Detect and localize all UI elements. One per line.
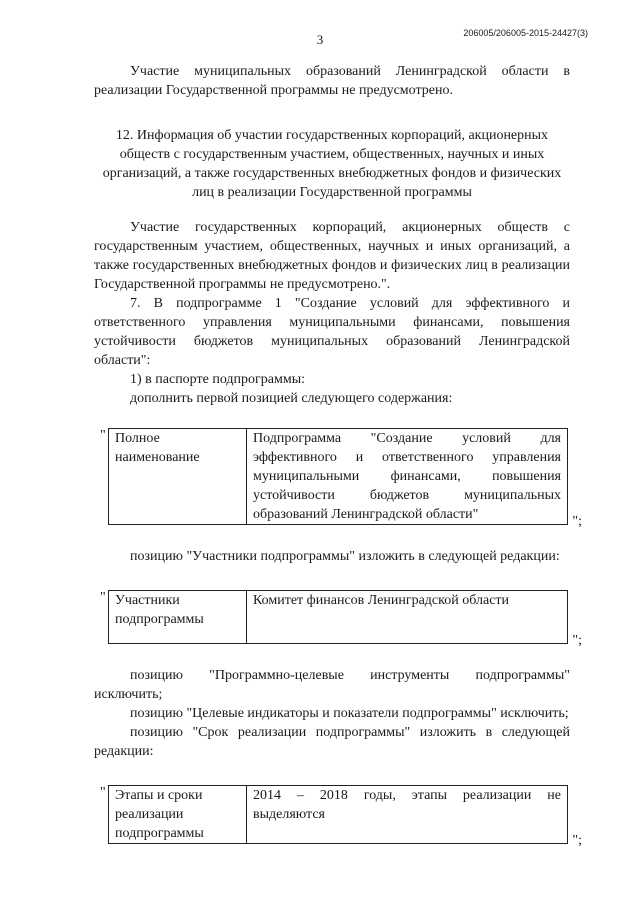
table-label-cell: Этапы и сроки реализации подпрограммы	[109, 786, 247, 844]
paragraph-add-position: дополнить первой позицией следующего содержания:	[130, 391, 453, 406]
paragraph-program-tools: позицию "Программно-целевые инструменты подпрограммы" исключить;	[94, 668, 570, 702]
table-value-cell: 2014 – 2018 годы, этапы реализации не выделяются	[247, 786, 568, 844]
table-row	[109, 591, 568, 644]
paragraph-corporations-participation: Участие государственных корпораций, акционерных обществ с государственным участием, общественных, научных и иных организаций, а также государственных внебюджетных фондов и физических лиц в реализации Государственной программы не предусмотрено.".	[94, 220, 570, 292]
document-id: 206005/206005-2015-24427(3)	[463, 28, 588, 38]
paragraph-target-indicators: позицию "Целевые индикаторы и показатели подпрограммы" исключить;	[130, 706, 569, 721]
table-label-cell: Участники подпрограммы	[109, 591, 247, 644]
paragraph-period: позицию "Срок реализации подпрограммы" изложить в следующей редакции:	[94, 725, 570, 759]
table-label-cell: Полное наименование	[109, 429, 247, 525]
table-full-name	[100, 428, 582, 529]
table-value-cell: Подпрограмма "Создание условий для эффективного и ответственного управления муниципальными финансами, повышения устойчивости бюджетов муниципальных образований Ленинградской области"	[247, 429, 568, 525]
paragraph-subprogram-item: 7. В подпрограмме 1 "Создание условий для эффективного и ответственного управления муниципальными финансами, повышения устойчивости бюджетов муниципальных образований Ленинградской области":	[94, 296, 570, 368]
paragraph-participants: позицию "Участники подпрограммы" изложить в следующей редакции:	[130, 549, 560, 564]
open-quote: "	[100, 785, 106, 800]
document-body	[94, 62, 582, 848]
open-quote: "	[100, 590, 106, 605]
table-row	[109, 786, 568, 844]
close-quote: ";	[572, 514, 582, 529]
open-quote: "	[100, 428, 106, 443]
section-heading: 12. Информация об участии государственных корпораций, акционерных обществ с государственным участием, общественных, научных и иных организаций, а также государственных внебюджетных фондов и физических лиц в реализации Государственной программы	[102, 128, 562, 200]
page-number: 3	[316, 32, 324, 47]
table-row	[109, 429, 568, 525]
table-stages	[100, 785, 582, 848]
close-quote: ";	[572, 833, 582, 848]
paragraph-passport: 1) в паспорте подпрограммы:	[130, 372, 306, 387]
paragraph-municipal-participation: Участие муниципальных образований Ленинградской области в реализации Государственной программы не предусмотрено.	[94, 64, 570, 98]
table-value-cell: Комитет финансов Ленинградской области	[247, 591, 568, 644]
table-participants	[100, 590, 582, 648]
close-quote: ";	[572, 633, 582, 648]
